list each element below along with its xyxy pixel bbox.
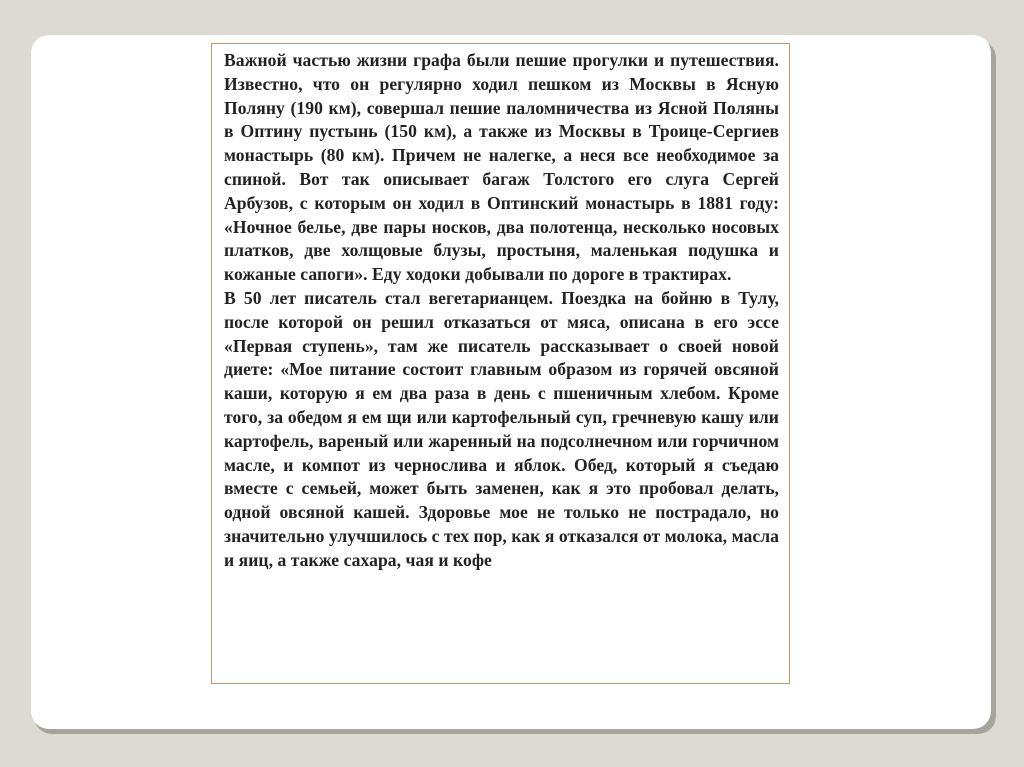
paragraph-walks: Важной частью жизни графа были пешие прогулки и путешествия. Известно, что он регулярно ходил пешком из Москвы в Ясную Поляну (190 км), совершал пешие паломничества из Ясной Поляны в Оптину пустынь (150 км), а также из Москвы в Троице-Сергиев монастырь (80 км). Причем не налегке, а неся все необходимое за спиной. Вот так описывает багаж Толстого его слуга Сергей Арбузов, с которым он ходил в Оптинский монастырь в 1881 году: «Ночное белье, две пары носков, два полотенца, несколько носовых платков, две холщовые блузы, простыня, маленькая подушка и кожаные сапоги». Еду ходоки добывали по дороге в трактирах.: [224, 50, 779, 285]
paragraph-vegetarian: В 50 лет писатель стал вегетарианцем. Поездка на бойню в Тулу, после которой он решил отказаться от мяса, описана в его эссе «Первая ступень», там же писатель рассказывает о своей новой диете: «Мое питание состоит главным образом из горячей овсяной каши, которую я ем два раза в день с пшеничным хлебом. Кроме того, за обедом я ем щи или картофельный суп, гречневую кашу или картофель, вареный или жаренный на подсолнечном или горчичном масле, и компот из чернослива и яблок. Обед, который я съедаю вместе с семьей, может быть заменен, как я это пробовал делать, одной овсяной кашей. Здоровье мое не только не пострадало, но значительно улучшилось с тех пор, как я отказался от молока, масла и яиц, а также сахара, чая и кофе: [224, 287, 779, 570]
text-box: [211, 43, 790, 684]
